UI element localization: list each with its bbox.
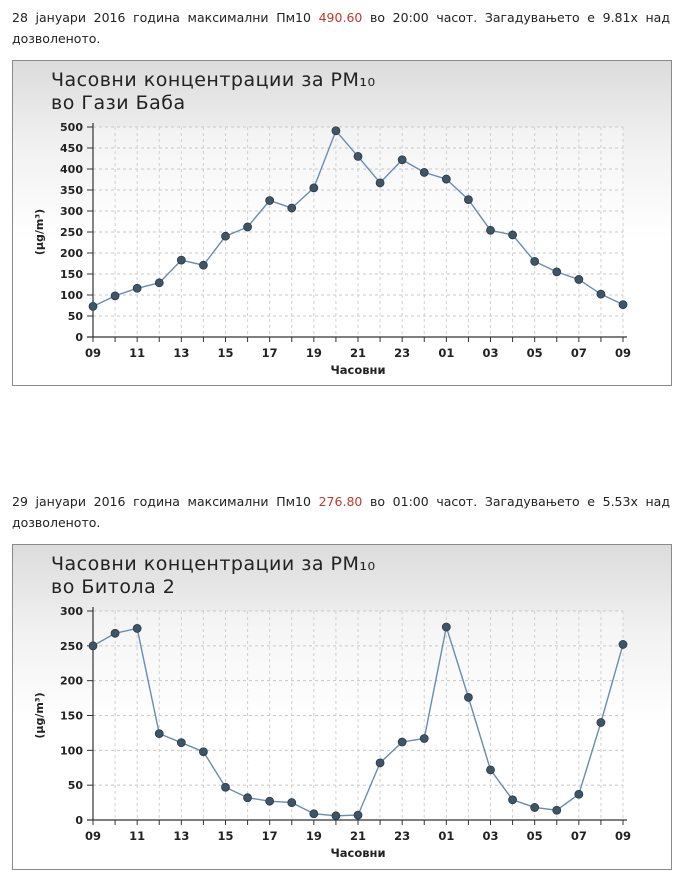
data-point: [420, 168, 428, 176]
x-tick-label: 05: [526, 346, 543, 360]
entry-2-date-text: 29 јануари 2016 година максимални Пм10: [12, 494, 311, 509]
x-tick-label: 09: [84, 346, 102, 360]
data-point: [310, 184, 318, 192]
x-tick-label: 15: [217, 346, 234, 360]
data-point: [111, 292, 119, 300]
y-tick-label: 300: [60, 605, 83, 618]
data-point: [354, 152, 362, 160]
chart-gazi-baba: [12, 60, 672, 386]
data-point: [89, 302, 97, 310]
y-axis-label: (µg/m³): [33, 692, 46, 739]
data-point: [487, 766, 495, 774]
chart-plot: [13, 61, 673, 387]
data-point: [244, 223, 252, 231]
chart-title-line1: Часовни концентрации за PM₁₀: [51, 553, 376, 575]
data-point: [199, 748, 207, 756]
data-point: [531, 803, 539, 811]
y-tick-label: 150: [60, 709, 83, 723]
data-point: [398, 738, 406, 746]
entry-1-max-value: 490.60: [318, 10, 363, 25]
y-tick-label: 400: [60, 163, 83, 176]
entry-1-date-text: 28 јануари 2016 година максимални Пм10: [12, 10, 311, 25]
x-tick-label: 01: [438, 346, 455, 360]
data-point: [222, 232, 230, 240]
data-point: [553, 268, 561, 276]
y-tick-label: 150: [60, 268, 83, 281]
chart-title-line1: Часовни концентрации за PM₁₀: [51, 69, 376, 91]
y-tick-label: 0: [75, 331, 83, 344]
data-point: [288, 204, 296, 212]
x-tick-label: 23: [394, 346, 411, 360]
data-point: [89, 642, 97, 650]
data-point: [464, 693, 472, 701]
data-point: [597, 718, 605, 726]
y-tick-label: 250: [60, 226, 83, 239]
data-point: [332, 127, 340, 135]
y-axis-label: (µg/m³): [33, 208, 46, 256]
data-point: [442, 623, 450, 631]
x-tick-label: 21: [349, 829, 367, 843]
x-tick-label: 01: [438, 829, 455, 843]
y-tick-label: 50: [67, 310, 83, 323]
y-tick-label: 50: [67, 779, 83, 793]
y-tick-label: 200: [60, 674, 83, 688]
data-point: [177, 256, 185, 264]
x-axis-label: Часовни: [330, 363, 386, 377]
entry-1-time-text: во 20:00 часот. Загадувањето е 9.81x над дозволеното.: [12, 10, 670, 46]
data-point: [531, 257, 539, 265]
data-point: [111, 629, 119, 637]
y-tick-label: 250: [60, 639, 83, 653]
x-axis-label: Часовни: [330, 846, 386, 860]
chart-title-line2: во Битола 2: [51, 576, 176, 598]
data-point: [597, 290, 605, 298]
data-point: [464, 196, 472, 204]
chart-title-line2: во Гази Баба: [51, 92, 186, 114]
data-point: [509, 796, 517, 804]
y-tick-label: 350: [60, 184, 83, 197]
y-tick-label: 0: [75, 814, 83, 827]
x-tick-label: 15: [217, 829, 234, 843]
x-tick-label: 17: [261, 346, 278, 360]
x-tick-label: 19: [305, 829, 322, 843]
data-point: [133, 284, 141, 292]
data-point: [155, 279, 163, 287]
x-tick-label: 11: [129, 829, 146, 843]
data-point: [310, 810, 318, 818]
x-tick-label: 21: [349, 346, 367, 360]
x-tick-label: 07: [570, 829, 587, 843]
y-tick-label: 200: [60, 247, 83, 260]
x-tick-label: 13: [173, 346, 190, 360]
data-point: [442, 175, 450, 183]
y-tick-label: 100: [60, 289, 83, 302]
data-point: [288, 799, 296, 807]
x-tick-label: 03: [482, 829, 499, 843]
data-point: [575, 275, 583, 283]
entry-2-summary: [12, 491, 670, 533]
x-tick-label: 19: [305, 346, 322, 360]
data-point: [222, 783, 230, 791]
y-tick-label: 450: [60, 142, 83, 155]
data-point: [376, 759, 384, 767]
data-point: [155, 730, 163, 738]
data-point: [553, 806, 561, 814]
data-point: [575, 790, 583, 798]
data-point: [509, 231, 517, 239]
data-point: [398, 156, 406, 164]
data-point: [266, 197, 274, 205]
entry-1-summary: [12, 7, 670, 49]
y-tick-label: 100: [60, 744, 83, 758]
x-tick-label: 23: [394, 829, 411, 843]
data-point: [244, 794, 252, 802]
data-point: [177, 739, 185, 747]
data-point: [354, 811, 362, 819]
data-point: [199, 261, 207, 269]
data-point: [487, 226, 495, 234]
chart-bitola-2: [12, 544, 672, 870]
x-tick-label: 09: [614, 829, 632, 843]
chart-plot: [13, 545, 673, 871]
x-tick-label: 05: [526, 829, 543, 843]
data-point: [332, 812, 340, 820]
data-point: [266, 797, 274, 805]
data-point: [619, 301, 627, 309]
x-tick-label: 07: [570, 346, 587, 360]
entry-2-time-text: во 01:00 часот. Загадувањето е 5.53x над дозволеното.: [12, 494, 670, 530]
x-tick-label: 17: [261, 829, 278, 843]
y-tick-label: 500: [60, 121, 83, 134]
data-point: [619, 640, 627, 648]
data-point: [133, 624, 141, 632]
x-tick-label: 03: [482, 346, 499, 360]
x-tick-label: 11: [129, 346, 146, 360]
x-tick-label: 09: [614, 346, 632, 360]
y-tick-label: 300: [60, 205, 83, 218]
x-tick-label: 09: [84, 829, 102, 843]
data-point: [420, 734, 428, 742]
entry-2-max-value: 276.80: [318, 494, 363, 509]
x-tick-label: 13: [173, 829, 190, 843]
data-point: [376, 179, 384, 187]
